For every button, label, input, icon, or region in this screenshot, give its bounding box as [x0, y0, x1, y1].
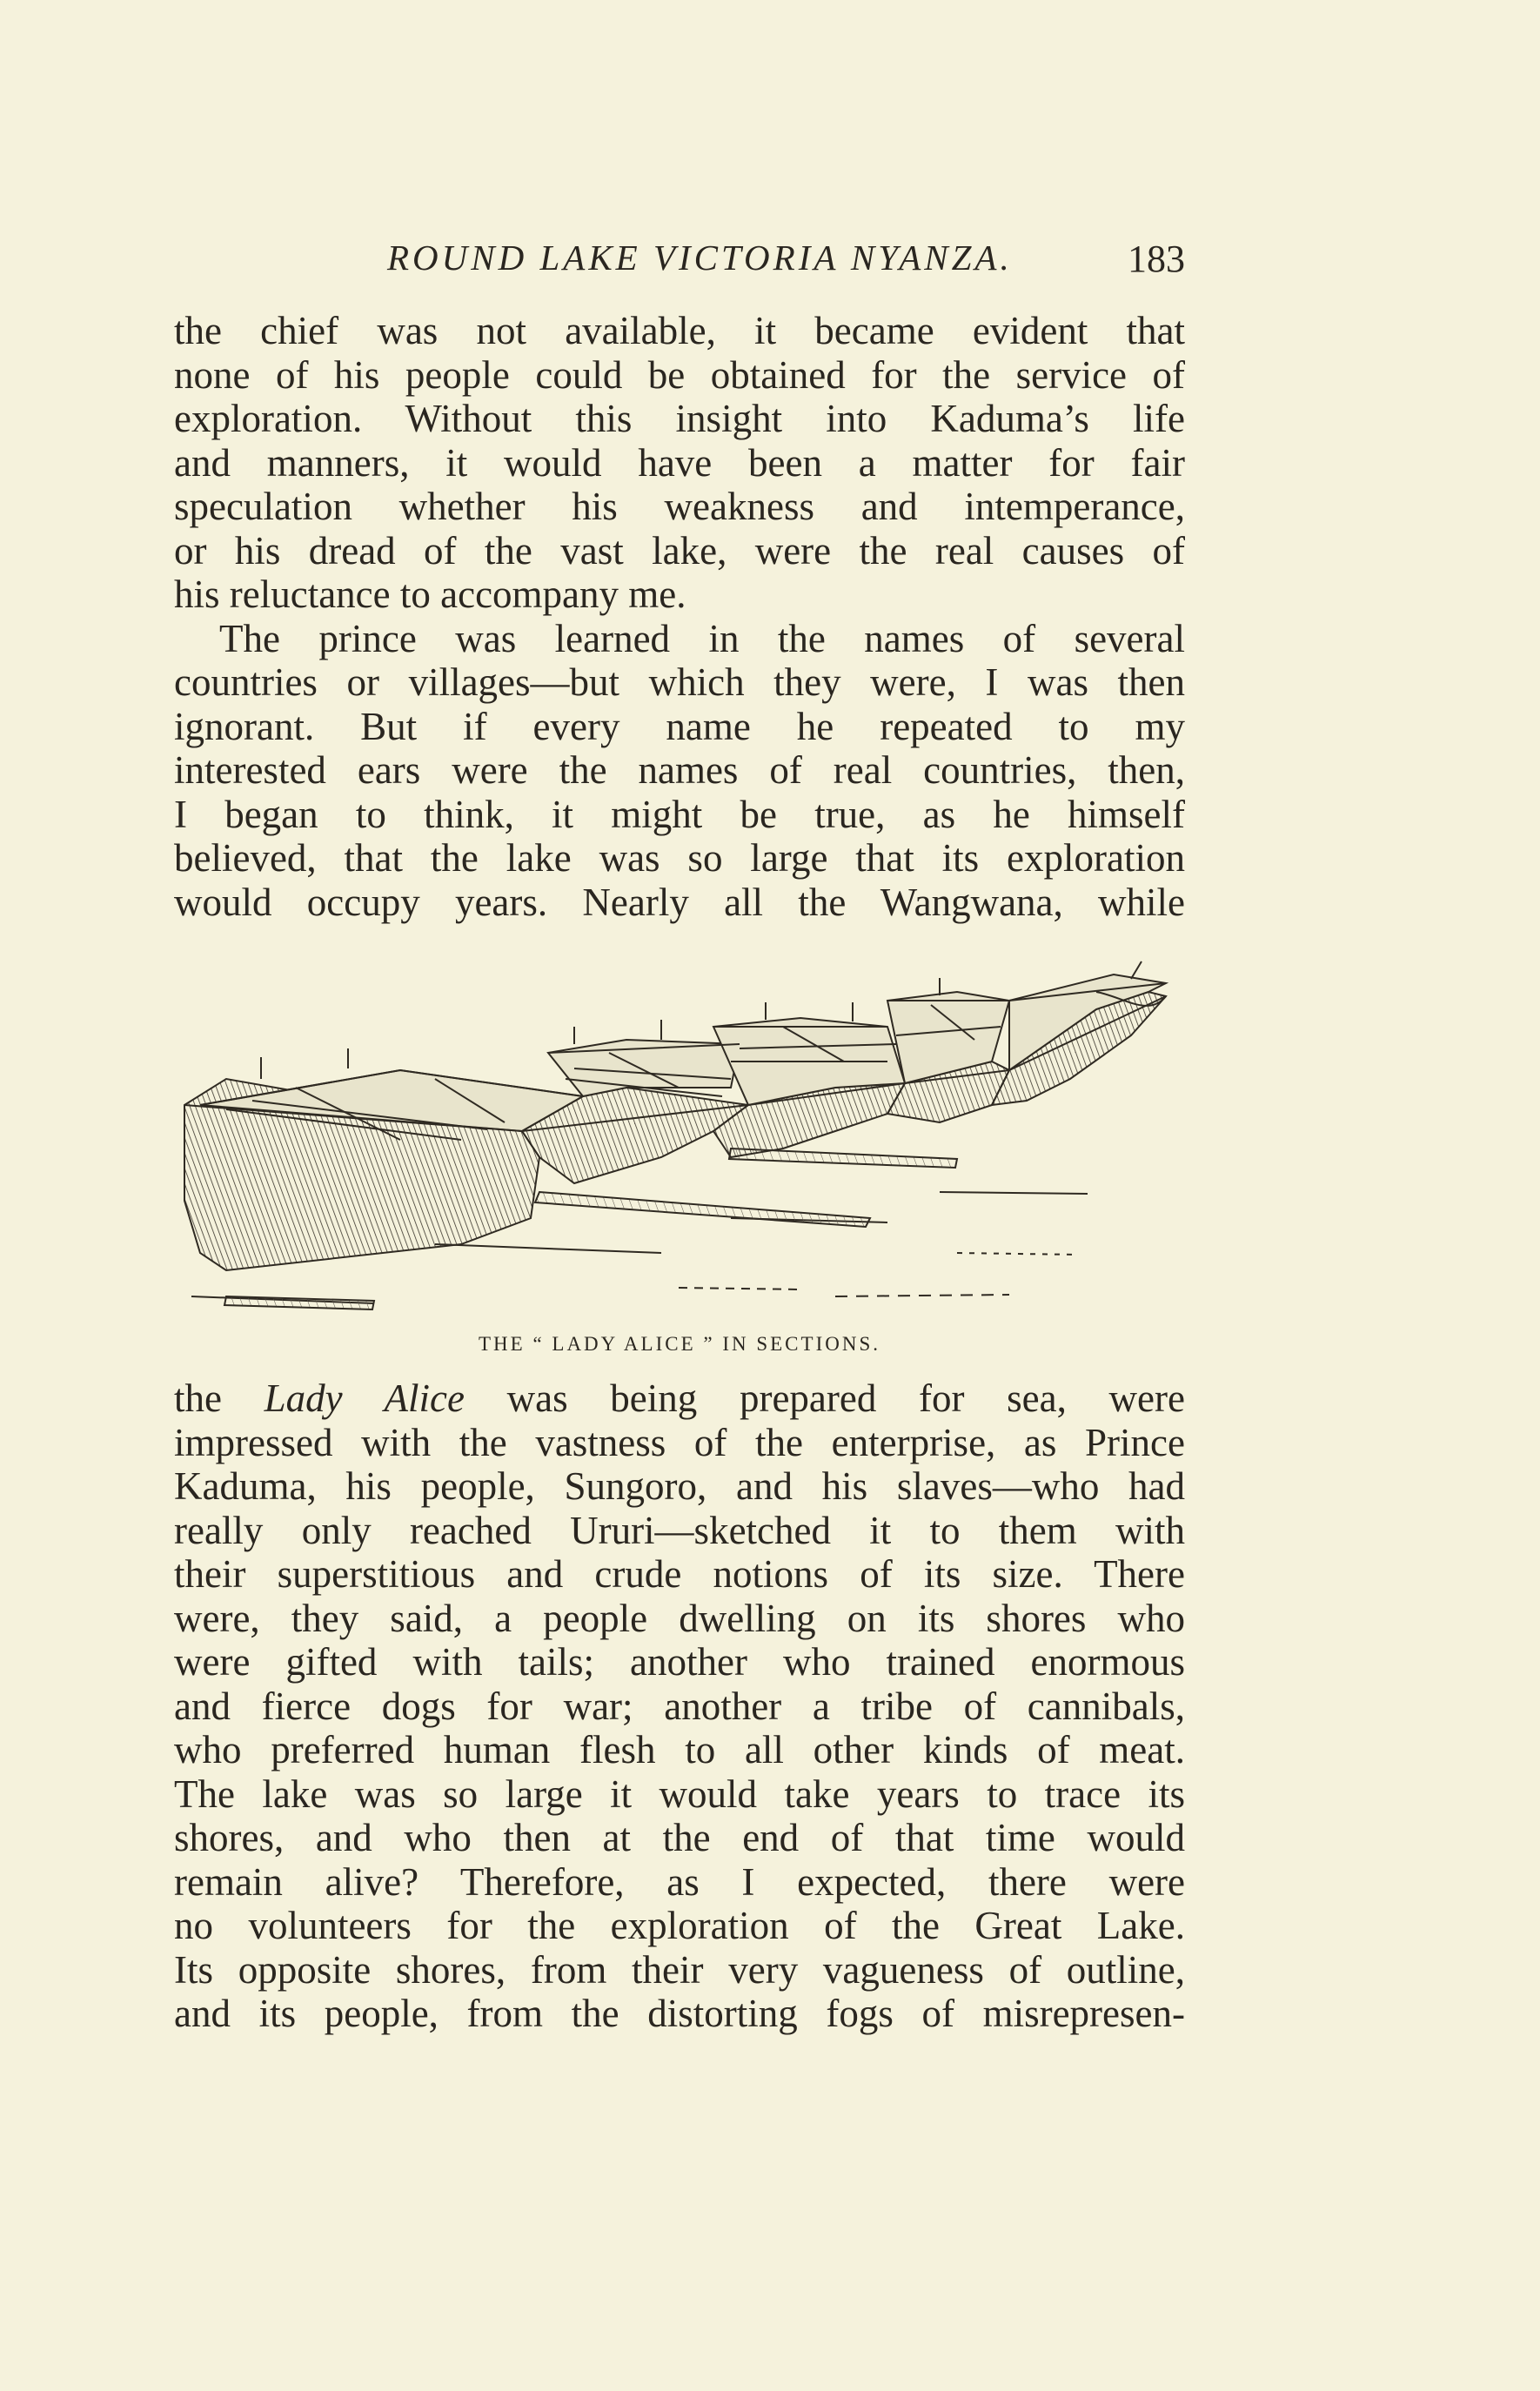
text-line: were gifted with tails; another who trained enormous — [174, 1640, 1185, 1684]
text-line: believed, that the lake was so large that its exploration — [174, 836, 1185, 880]
text-block-upper — [174, 309, 1185, 924]
text-line: their superstitious and crude notions of its size. There — [174, 1552, 1185, 1596]
text-line: ignorant. But if every name he repeated to my — [174, 704, 1185, 748]
text-line: countries or villages—but which they were, I was then — [174, 660, 1185, 704]
running-title: ROUND LAKE VICTORIA NYANZA. — [387, 238, 1013, 278]
text-fragment: was being prepared for sea, were — [464, 1376, 1185, 1420]
text-line: Kaduma, his people, Sungoro, and his slaves—who had — [174, 1464, 1185, 1508]
running-head — [174, 237, 1185, 289]
text-fragment: the — [174, 1376, 264, 1420]
text-block-lower — [174, 1376, 1185, 2036]
text-line: The prince was learned in the names of several — [219, 616, 1185, 660]
text-line: none of his people could be obtained for the service of — [174, 352, 1185, 397]
text-line: the chief was not available, it became evident that — [174, 309, 1185, 352]
text-line: and fierce dogs for war; another a tribe of cannibals, — [174, 1684, 1185, 1728]
text-line: who preferred human flesh to all other kinds of meat. — [174, 1728, 1185, 1771]
figure-caption: THE “ LADY ALICE ” IN SECTIONS. — [478, 1333, 880, 1355]
text-line: Its opposite shores, from their very vagueness of outline, — [174, 1947, 1185, 1992]
page-number: 183 — [1128, 238, 1185, 280]
text-line: were, they said, a people dwelling on its shores who — [174, 1596, 1185, 1640]
text-line: interested ears were the names of real countries, then, — [174, 748, 1185, 792]
text-line: would occupy years. Nearly all the Wangwana, while — [174, 880, 1185, 924]
text-line: shores, and who then at the end of that time would — [174, 1816, 1185, 1859]
text-line: and manners, it would have been a matter for fair — [174, 440, 1185, 485]
text-line: his reluctance to accompany me. — [174, 573, 686, 616]
text-line: impressed with the vastness of the enterprise, as Prince — [174, 1420, 1185, 1464]
text-line: no volunteers for the exploration of the Great Lake. — [174, 1904, 1185, 1947]
text-line: exploration. Without this insight into Kaduma’s life — [174, 397, 1185, 440]
sectional-boat-engraving — [174, 957, 1185, 1323]
text-line: and its people, from the distorting fogs of misrepresen- — [174, 1992, 1185, 2035]
boat-name-italic: Lady Alice — [264, 1376, 465, 1420]
text-line: remain alive? Therefore, as I expected, there were — [174, 1859, 1185, 1904]
boat-illustration — [174, 957, 1185, 1323]
text-line: speculation whether his weakness and intemperance, — [174, 485, 1185, 528]
text-line-first — [174, 1376, 1185, 1421]
text-line: I began to think, it might be true, as he himself — [174, 792, 1185, 836]
text-line: or his dread of the vast lake, were the real causes of — [174, 528, 1185, 573]
text-line: really only reached Ururi—sketched it to them with — [174, 1508, 1185, 1552]
text-line: The lake was so large it would take years to trace its — [174, 1771, 1185, 1816]
